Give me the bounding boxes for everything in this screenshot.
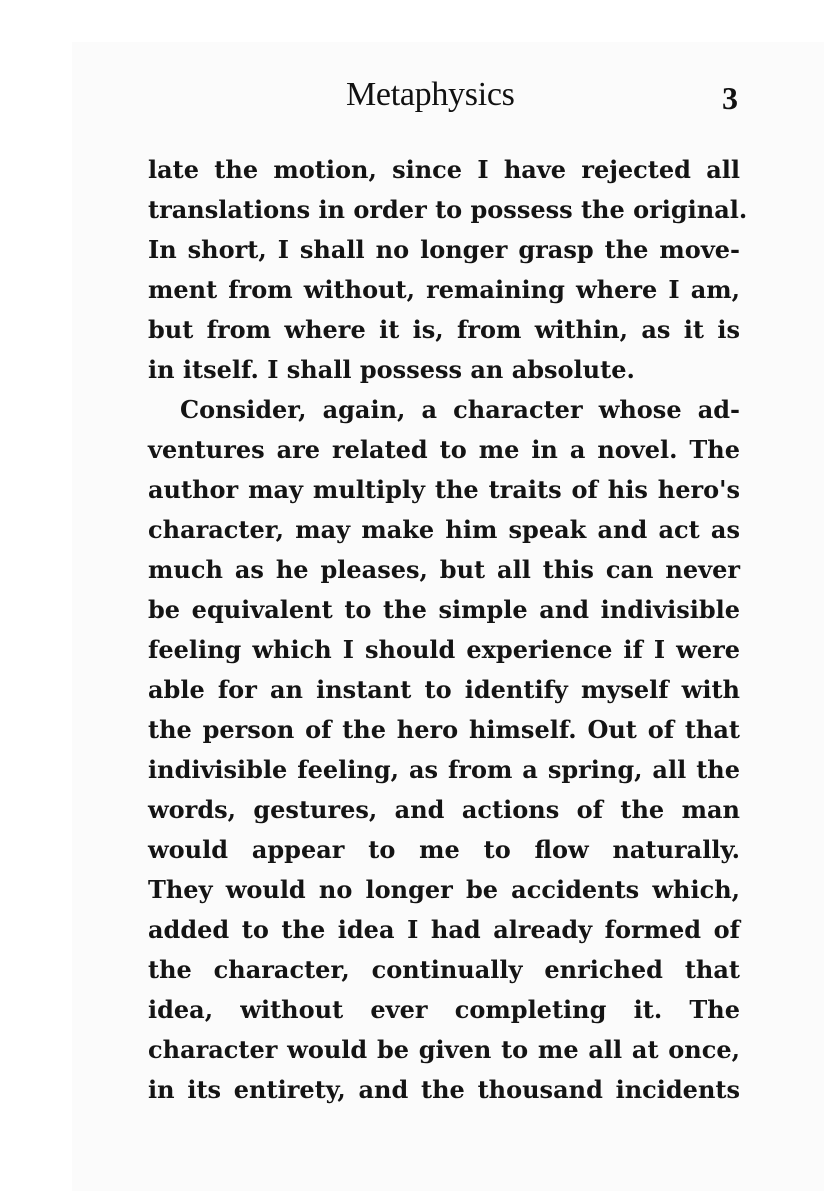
text-line: character, may make him speak and act as [148, 515, 740, 544]
text-line: idea, without ever completing it. The [148, 995, 740, 1024]
text-line: Consider, again, a character whose ad- [180, 395, 740, 424]
text-line: They would no longer be accidents which, [148, 875, 740, 904]
text-line: the person of the hero himself. Out of that [148, 715, 740, 744]
text-line: author may multiply the traits of his hero's [148, 475, 740, 504]
text-line: indivisible feeling, as from a spring, all the [148, 755, 740, 784]
text-line: ment from without, remaining where I am, [148, 275, 740, 304]
text-line: but from where it is, from within, as it is [148, 315, 740, 344]
text-line: words, gestures, and actions of the man [148, 795, 740, 824]
text-line: character would be given to me all at once, [148, 1035, 740, 1064]
text-line: would appear to me to flow naturally. [148, 835, 740, 864]
text-line: in its entirety, and the thousand incidents [148, 1075, 740, 1104]
page-header [148, 76, 740, 126]
text-line: able for an instant to identify myself with [148, 675, 740, 704]
text-line: In short, I shall no longer grasp the move- [148, 235, 740, 264]
text-line: late the motion, since I have rejected all [148, 155, 740, 184]
body-text [148, 150, 748, 1110]
page-number: 3 [722, 80, 738, 116]
text-line: be equivalent to the simple and indivisible [148, 595, 740, 624]
text-line: feeling which I should experience if I were [148, 635, 740, 664]
text-line: added to the idea I had already formed of [148, 915, 740, 944]
text-line: the character, continually enriched that [148, 955, 740, 984]
text-line: in itself. I shall possess an absolute. [148, 355, 635, 384]
text-line: ventures are related to me in a novel. The [148, 435, 740, 464]
text-line: translations in order to possess the original. [148, 195, 748, 224]
text-line: much as he pleases, but all this can never [148, 555, 740, 584]
running-title: Metaphysics [346, 76, 515, 113]
